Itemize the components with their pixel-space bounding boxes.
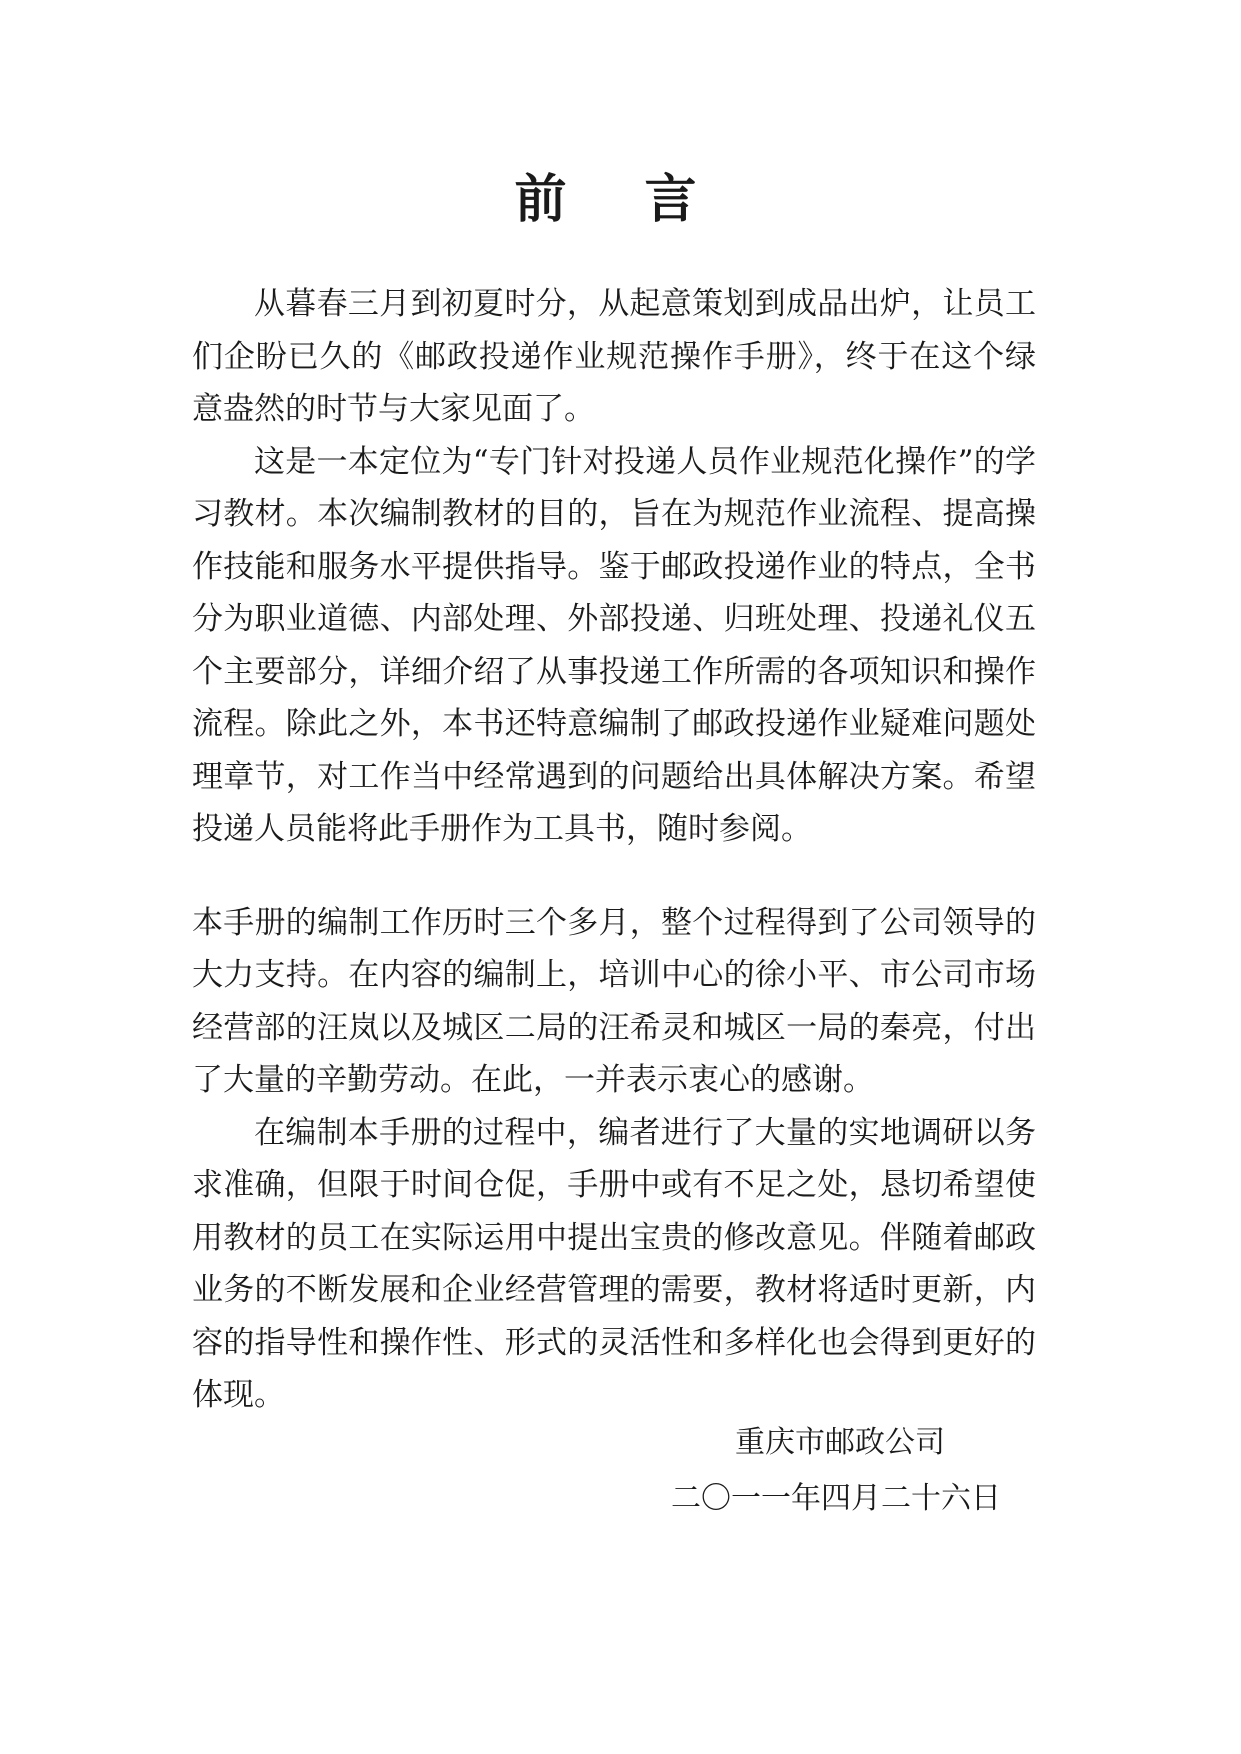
paragraph-3: 本手册的编制工作历时三个多月，整个过程得到了公司领导的大力支持。在内容的编制上，培训中心的徐小平、市公司市场经营部的汪岚以及城区二局的汪希灵和城区一局的秦亮，付出了大量的辛勤劳动。在此，一并表示衷心的感谢。 [192,904,1036,1098]
paragraph-1: 从暮春三月到初夏时分，从起意策划到成品出炉，让员工们企盼已久的《邮政投递作业规范操作手册》，终于在这个绿意盎然的时节与大家见面了。 [192,286,1036,427]
preface-body [192,278,1036,1422]
page-title: 前 言 [514,170,727,230]
paragraph-4: 在编制本手册的过程中，编者进行了大量的实地调研以务求准确，但限于时间仓促，手册中或有不足之处，恳切希望使用教材的员工在实际运用中提出宝贵的修改意见。伴随着邮政业务的不断发展和企业经营管理的需要，教材将适时更新，内容的指导性和操作性、形式的灵活性和多样化也会得到更好的体现。 [192,1114,1036,1413]
signature-organization: 重庆市邮政公司 [735,1425,945,1460]
paragraph-2: 这是一本定位为“专门针对投递人员作业规范化操作”的学习教材。本次编制教材的目的，旨在为规范作业流程、提高操作技能和服务水平提供指导。鉴于邮政投递作业的特点，全书分为职业道德、内部处理、外部投递、归班处理、投递礼仪五个主要部分，详细介绍了从事投递工作所需的各项知识和操作流程。除此之外，本书还特意编制了邮政投递作业疑难问题处理章节，对工作当中经常遇到的问题给出具体解决方案。希望投递人员能将此手册作为工具书，随时参阅。 [192,443,1036,847]
signature-date: 二〇一一年四月二十六日 [671,1481,1001,1516]
signature-block [671,1415,1001,1527]
